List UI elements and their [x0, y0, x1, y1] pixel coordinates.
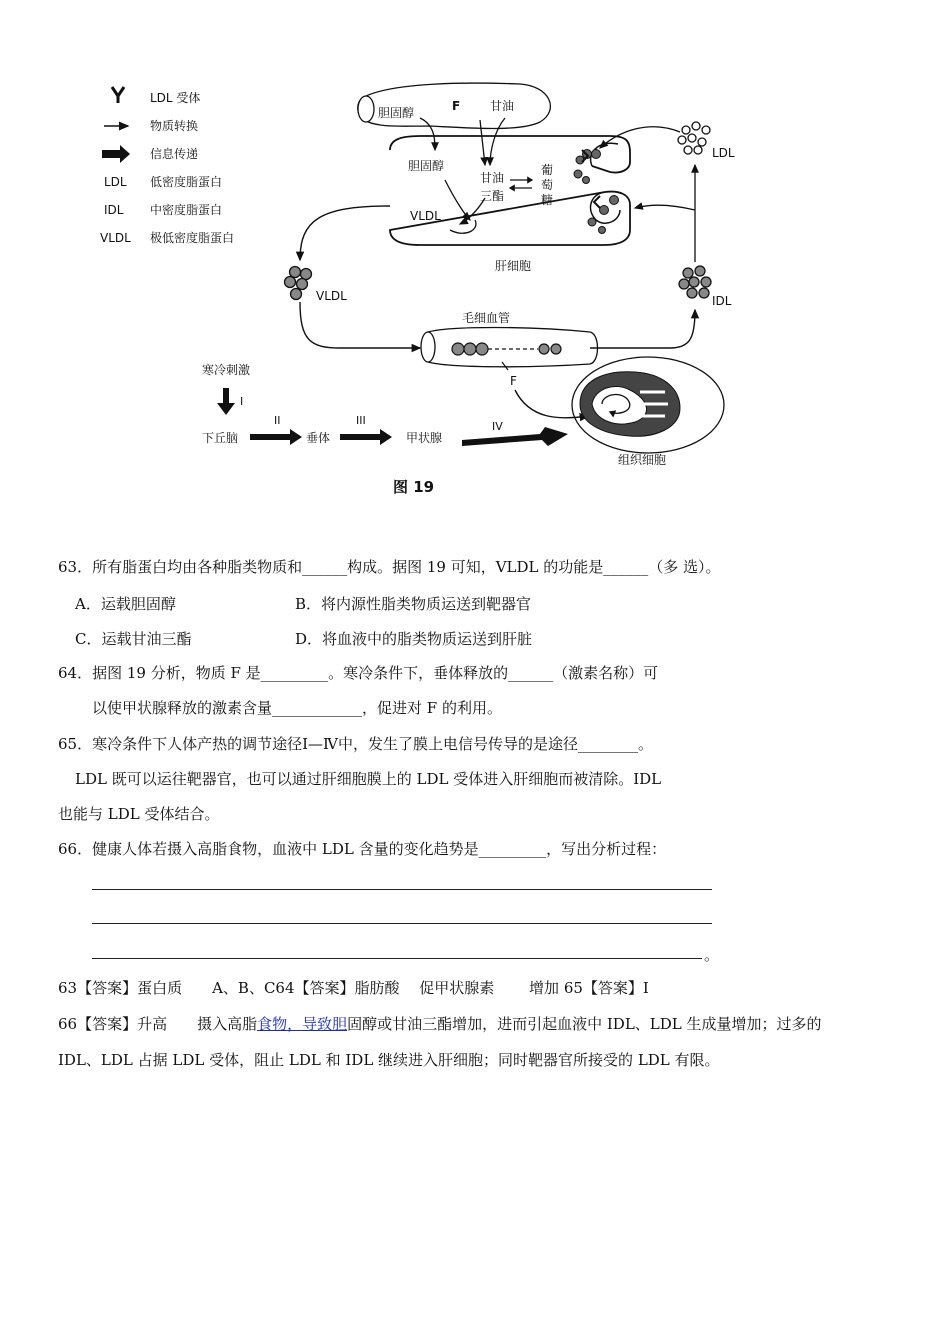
q64-line-1: 64．据图 19 分析，物质 F 是_________。寒冷条件下，垂体释放的______（激素名称）可	[58, 664, 659, 682]
label-path-iv: IV	[492, 420, 503, 433]
label-pituitary: 垂体	[306, 431, 331, 445]
answer-line	[92, 958, 702, 959]
legend	[100, 87, 234, 245]
legend-label: LDL 受体	[150, 91, 201, 105]
answers-line-2-post: 固醇或甘油三酯增加，进而引起血液中 IDL、LDL 生成量增加；过多的	[347, 1015, 822, 1033]
label-idl-right: IDL	[712, 294, 732, 308]
answers-line-3: IDL、LDL 占据 LDL 受体，阻止 LDL 和 IDL 继续进入肝细胞；同时靶器官所接受的 LDL 有限。	[58, 1051, 720, 1069]
q65-stem: 65．寒冷条件下人体产热的调节途径Ⅰ—Ⅳ中，发生了膜上电信号传导的是途径________。	[58, 735, 654, 753]
thick-arrow-icon	[102, 145, 130, 163]
label-path-i: I	[240, 395, 244, 408]
legend-label: 信息传递	[150, 147, 199, 161]
label-ldl-right: LDL	[712, 146, 735, 160]
figure-caption: 图 19	[393, 478, 435, 496]
label-cold: 寒冷刺激	[202, 363, 251, 377]
answer-line	[92, 923, 712, 924]
label-f-top: F	[452, 99, 461, 113]
q66-stem: 66．健康人体若摄入高脂食物，血液中 LDL 含量的变化趋势是_________，写出分析过程：	[58, 840, 667, 858]
q64-line-2: 以使甲状腺释放的激素含量____________，促进对 F 的利用。	[92, 699, 502, 717]
q63-option-a: A．运载胆固醇	[75, 595, 176, 613]
idl-cluster	[679, 266, 711, 298]
label-f-lower: F	[510, 374, 517, 388]
label-liver-cell: 肝细胞	[495, 259, 532, 273]
answers-line-1: 63【答案】蛋白质 A、B、C64【答案】脂肪酸 促甲状腺素 增加 65【答案】Ⅰ	[58, 979, 649, 997]
q63-stem: 63．所有脂蛋白均由各种脂类物质和______构成。据图 19 可知，VLDL 的功能是______（多 选）。	[58, 558, 721, 576]
label-glucose-2: 萄	[541, 178, 554, 192]
label-path-iii: III	[356, 414, 366, 427]
answer-line	[92, 889, 712, 890]
figure-19	[90, 70, 770, 500]
legend-label: VLDL	[100, 231, 131, 245]
info-line-2: 也能与 LDL 受体结合。	[58, 805, 220, 823]
label-vldl-inner: VLDL	[410, 209, 441, 223]
answer-end-mark: 。	[704, 946, 720, 964]
label-thyroid: 甲状腺	[406, 431, 443, 445]
legend-desc: 低密度脂蛋白	[150, 175, 223, 189]
lipoprotein-diagram	[90, 70, 770, 500]
label-vldl-left: VLDL	[316, 289, 347, 303]
vldl-cluster	[285, 267, 312, 300]
label-cholesterol-top: 胆固醇	[378, 106, 415, 120]
label-glucose-1: 葡	[541, 163, 554, 177]
label-triglyceride-1: 甘油	[480, 171, 505, 185]
legend-label: IDL	[104, 203, 124, 217]
q63-option-c: C．运载甘油三酯	[75, 630, 192, 648]
q63-option-b: B．将内源性脂类物质运送到靶器官	[295, 595, 532, 613]
label-path-ii: II	[274, 414, 281, 427]
label-glucose-3: 糖	[541, 193, 554, 207]
label-capillary: 毛细血管	[462, 311, 511, 325]
legend-desc: 极低密度脂蛋白	[150, 231, 235, 245]
legend-label: LDL	[104, 175, 127, 189]
ldl-receptor-icon	[112, 87, 124, 103]
info-line-1: LDL 既可以运往靶器官，也可以通过肝细胞膜上的 LDL 受体进入肝细胞而被清除。IDL	[75, 770, 662, 788]
legend-label: 物质转换	[150, 119, 199, 133]
label-glycerol: 甘油	[490, 99, 515, 113]
answers-line-2	[58, 1014, 822, 1034]
label-tissue-cell: 组织细胞	[618, 453, 667, 467]
legend-desc: 中密度脂蛋白	[150, 203, 223, 217]
q63-option-d: D．将血液中的脂类物质运送到肝脏	[295, 630, 533, 648]
ldl-cluster	[678, 122, 710, 154]
label-hypothalamus: 下丘脑	[202, 431, 239, 445]
answers-line-2-pre: 66【答案】升高 摄入高脂	[58, 1015, 258, 1033]
label-triglyceride-2: 三酯	[480, 189, 505, 203]
label-cholesterol-inner: 胆固醇	[408, 159, 445, 173]
answers-link[interactable]: 食物，导致胆	[257, 1015, 348, 1033]
